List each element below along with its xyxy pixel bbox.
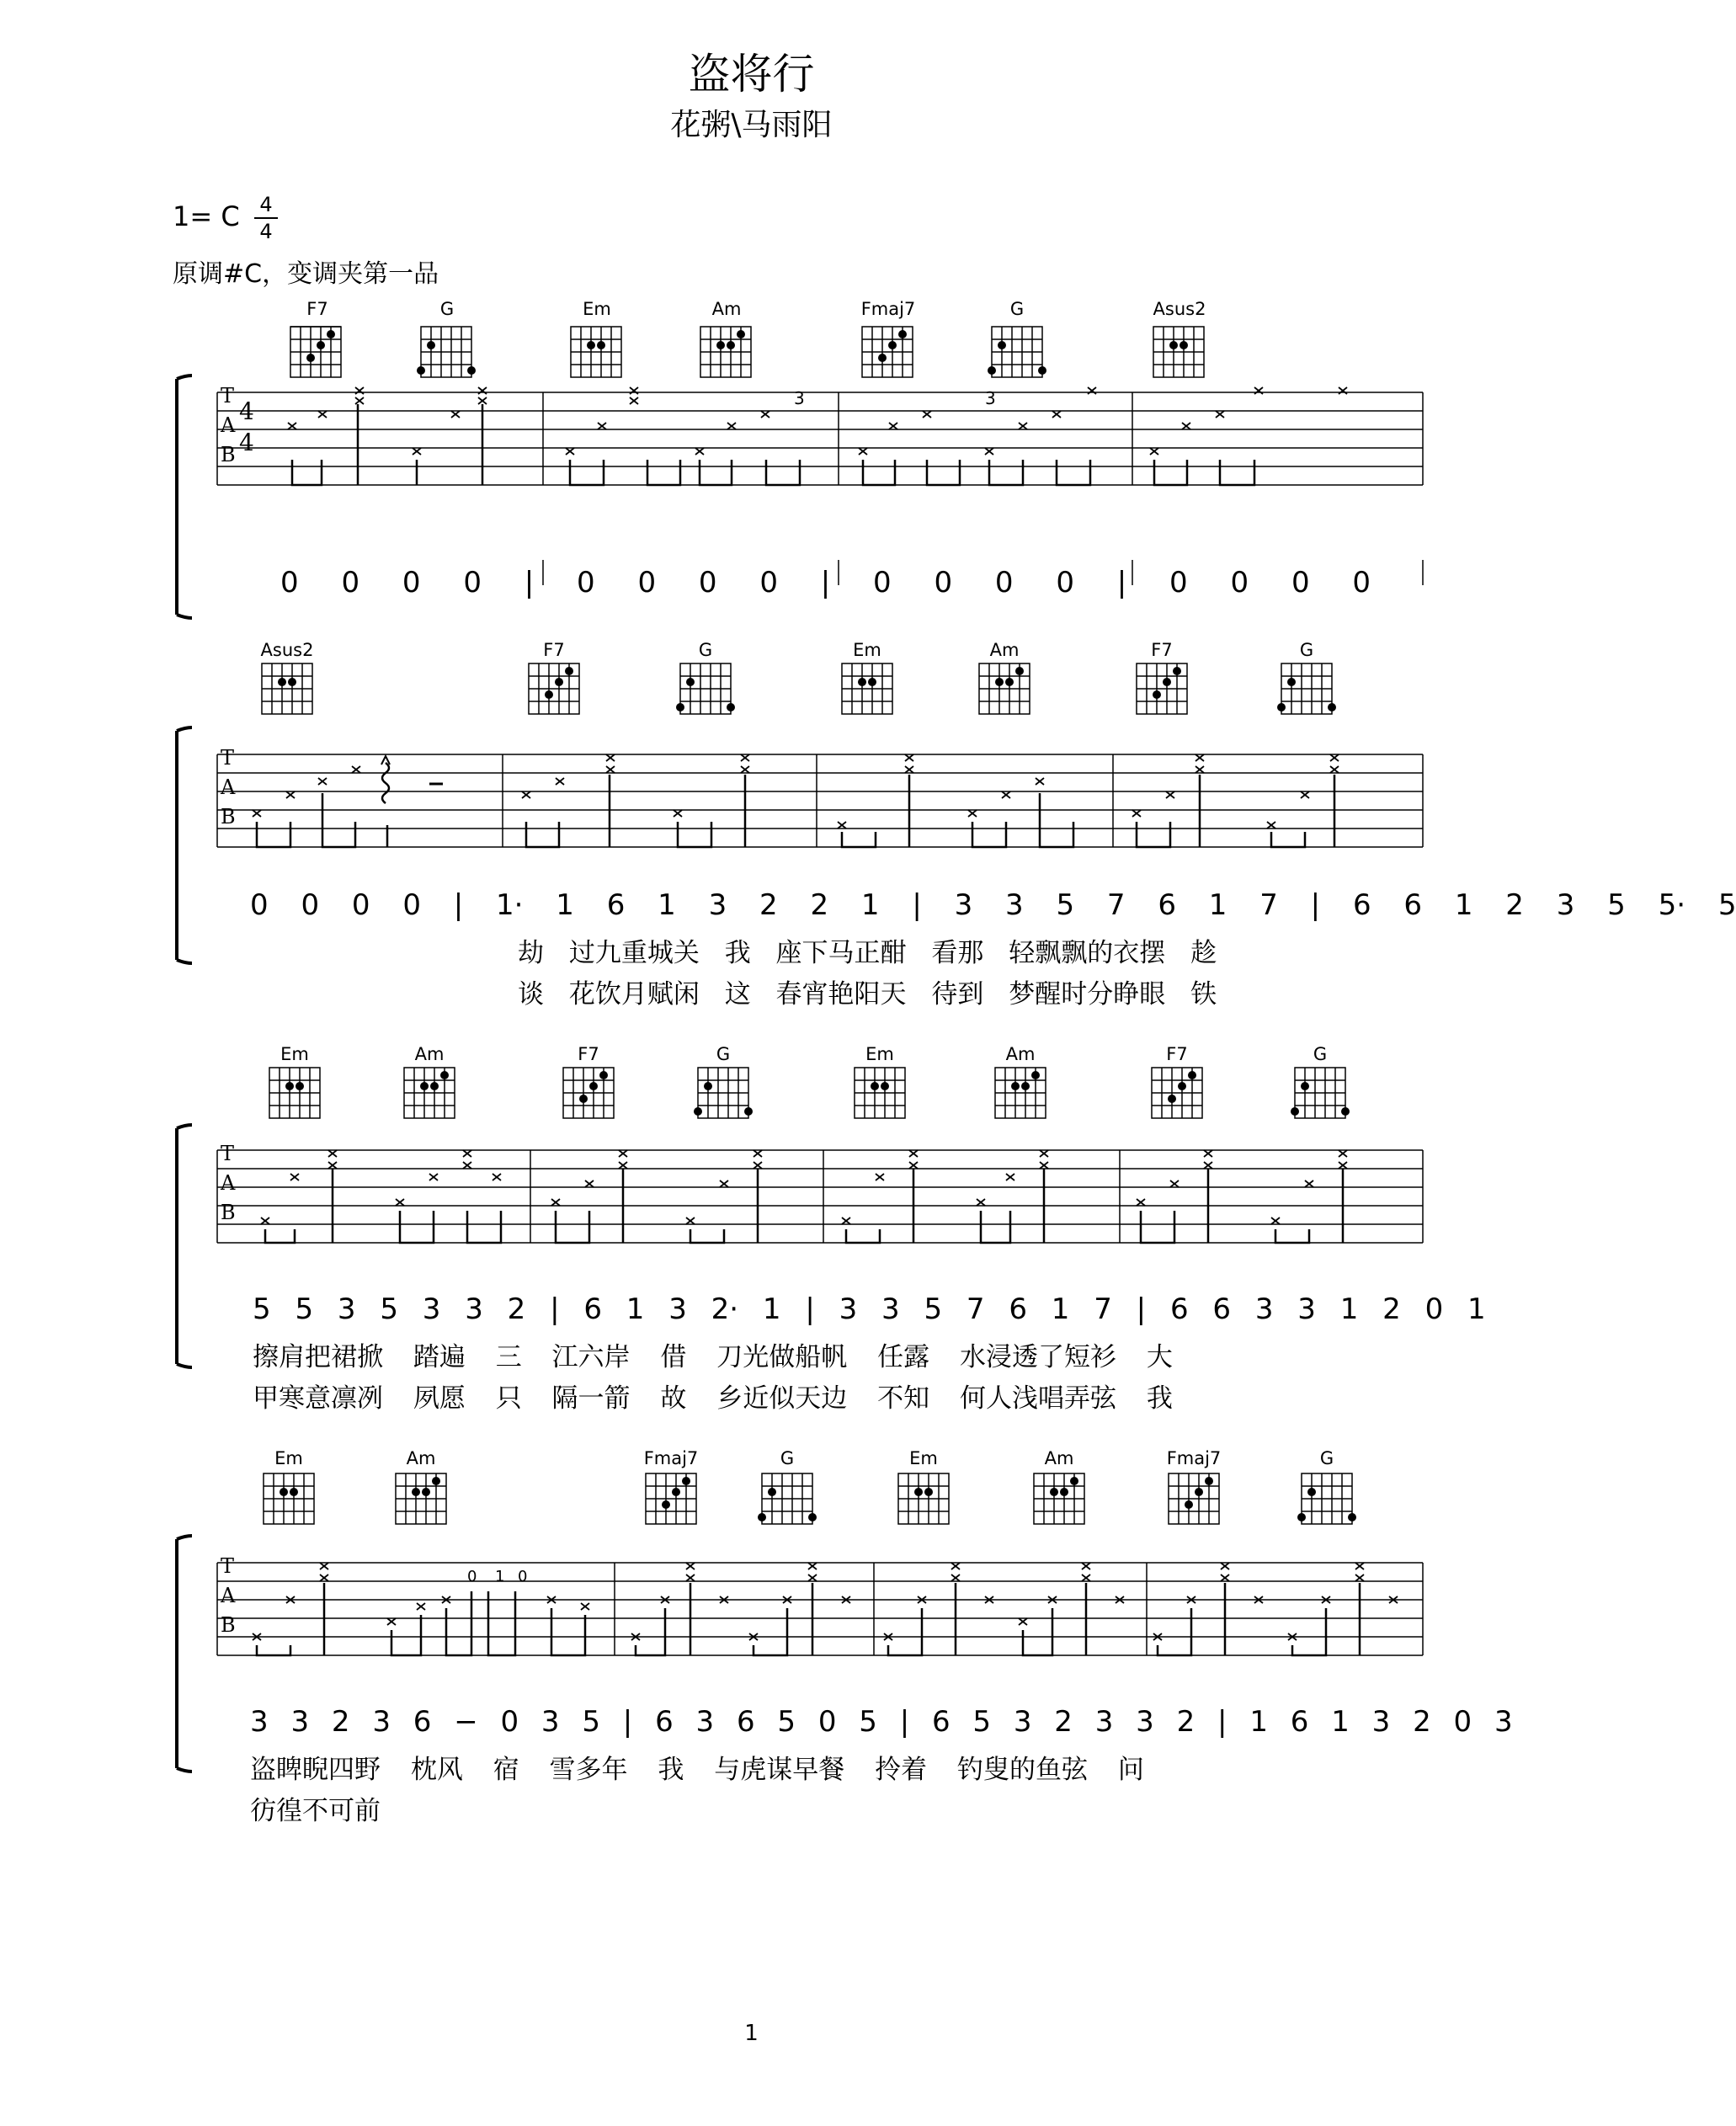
svg-text:A: A (221, 1584, 236, 1607)
chord-label: G (780, 1448, 795, 1468)
chord-label: G (1299, 640, 1314, 660)
chord-label: Em (865, 1044, 894, 1064)
tab-fret-number: 3 (985, 388, 996, 408)
svg-text:A: A (221, 775, 236, 799)
tab-fret-number: 0 (467, 1568, 477, 1585)
chord-label: G (716, 1044, 731, 1064)
svg-text:T: T (221, 1554, 235, 1578)
system-3 (0, 1044, 1503, 1440)
chord-label: F7 (1166, 1044, 1188, 1064)
chord-label: F7 (1151, 640, 1173, 660)
svg-text:T: T (221, 746, 235, 770)
jianpu-line (0, 888, 1736, 929)
tab-fret-number: 0 (518, 1568, 528, 1585)
song-artist: 花粥\马雨阳 (670, 108, 833, 142)
page-number: 1 (744, 2021, 759, 2046)
chord-label: Em (909, 1448, 938, 1468)
chord-label: Am (989, 640, 1020, 660)
key-signature: 1= C (173, 200, 240, 232)
svg-text:B: B (221, 805, 236, 829)
time-signature-top: 4 (259, 193, 273, 216)
svg-text:T: T (221, 1142, 235, 1165)
svg-text:B: B (221, 1201, 236, 1224)
chord-label: Am (1044, 1448, 1074, 1468)
svg-text:B: B (221, 1613, 236, 1637)
svg-text:A: A (221, 1171, 236, 1195)
chord-label: Fmaj7 (1166, 1448, 1222, 1468)
jianpu-line (0, 566, 1503, 606)
system-2 (0, 640, 1736, 1044)
chord-label: Asus2 (260, 640, 314, 660)
chord-label: Em (583, 299, 611, 319)
lyric-text: 劫 过九重城关 我 座下马正酣 看那 轻飘飘的衣摆 趁 (518, 938, 1217, 968)
capo-note: 原调#C，变调夹第一品 (173, 259, 439, 289)
svg-text:4: 4 (239, 429, 254, 456)
chord-label: G (1313, 1044, 1328, 1064)
tab-letter: B (221, 443, 236, 466)
lyric-text: 甲寒意凛冽 夙愿 只 隔一箭 故 乡近似天边 不知 何人浅唱弄弦 我 (253, 1383, 1173, 1414)
chord-label: Am (406, 1448, 436, 1468)
chord-label: F7 (306, 299, 328, 319)
svg-text:4: 4 (239, 397, 254, 425)
jianpu-notes: 0 0 0 0 | 0 0 0 0 | 0 0 0 0 | 0 0 0 0 (280, 566, 1371, 599)
chord-label: F7 (578, 1044, 599, 1064)
time-signature-bottom: 4 (259, 220, 273, 243)
chord-label: G (1319, 1448, 1334, 1468)
chord-label: G (1009, 299, 1025, 319)
jianpu-notes: 5 5 3 5 3 3 2 | 6 1 3 2· 1 | 3 3 5 7 6 1 7 | 6 6 3 3 1 2 0 1 (253, 1292, 1486, 1326)
chord-label: F7 (543, 640, 565, 660)
tab-letter: A (221, 413, 236, 437)
jianpu-line (0, 1292, 1503, 1333)
jianpu-notes: 0 0 0 0 | 1· 1 6 1 3 2 2 1 | 3 3 5 7 6 1 7 | 6 6 1 2 3 5 5· 5 (250, 888, 1736, 922)
chord-label: G (439, 299, 455, 319)
chord-label: Am (711, 299, 742, 319)
lyric-text: 彷徨不可前 (250, 1796, 381, 1826)
jianpu-line (0, 1705, 1513, 1745)
system-4 (0, 1448, 1513, 1836)
tab-fret-number: 1 (495, 1568, 505, 1585)
lyric-text: 擦肩把裙掀 踏遍 三 江六岸 借 刀光做船帆 任露 水浸透了短衫 大 (253, 1342, 1173, 1372)
chord-label: Em (274, 1448, 303, 1468)
chord-label: Am (414, 1044, 445, 1064)
chord-label: Fmaj7 (860, 299, 916, 319)
tab-letter: T (221, 384, 235, 408)
chord-label: Asus2 (1153, 299, 1206, 319)
lyric-text: 盗睥睨四野 枕风 宿 雪多年 我 与虎谋早餐 拎着 钓叟的鱼弦 问 (250, 1755, 1144, 1785)
chord-label: Fmaj7 (643, 1448, 699, 1468)
chord-label: Am (1005, 1044, 1036, 1064)
jianpu-notes: 3 3 2 3 6 − 0 3 5 | 6 3 6 5 0 5 | 6 5 3 2 3 3 2 | 1 6 1 3 2 0 3 (250, 1705, 1513, 1739)
chord-label: G (698, 640, 713, 660)
lyric-text: 谈 花饮月赋闲 这 春宵艳阳天 待到 梦醒时分睁眼 铁 (518, 979, 1217, 1010)
tab-fret-number: 3 (794, 388, 805, 408)
chord-label: Em (853, 640, 881, 660)
song-title: 盗将行 (688, 50, 815, 99)
system-1 (0, 0, 1503, 640)
chord-label: Em (280, 1044, 309, 1064)
